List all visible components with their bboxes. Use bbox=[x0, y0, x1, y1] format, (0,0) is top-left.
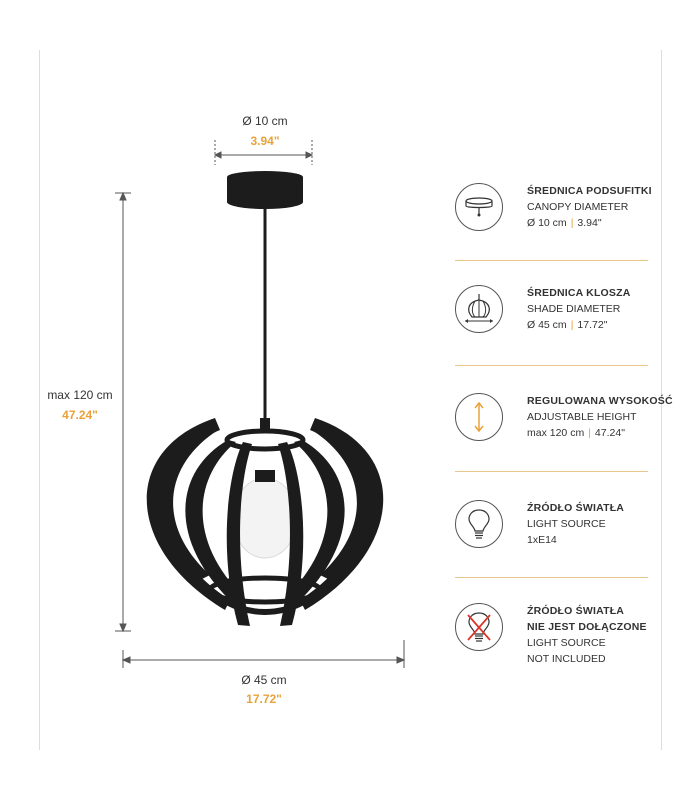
canopy bbox=[227, 171, 303, 209]
shade-dimension-line bbox=[123, 640, 404, 668]
spec-light-source-not-included bbox=[455, 603, 650, 667]
canopy-diameter-imperial: 3.94" bbox=[250, 134, 280, 148]
divider bbox=[455, 365, 648, 366]
height-arrow-icon bbox=[455, 393, 503, 441]
spec-adjustable-height bbox=[455, 393, 673, 453]
spec-title: ŚREDNICA PODSUFITKI bbox=[527, 185, 652, 197]
bulb-icon bbox=[455, 500, 503, 548]
height-metric: max 120 cm bbox=[47, 388, 113, 402]
spec-title: ŹRÓDŁO ŚWIATŁA bbox=[527, 605, 625, 617]
spec-value: Ø 45 cm | 17.72" bbox=[527, 319, 608, 331]
spec-value: Ø 10 cm | 3.94" bbox=[527, 217, 602, 229]
spec-light-source bbox=[455, 500, 650, 560]
spec-title: ŹRÓDŁO ŚWIATŁA bbox=[527, 502, 625, 514]
spec-shade-diameter bbox=[455, 285, 650, 345]
canopy-icon bbox=[455, 183, 503, 231]
spec-subtitle: CANOPY DIAMETER bbox=[527, 201, 629, 213]
lamp-shade bbox=[147, 418, 383, 626]
spec-subtitle: LIGHT SOURCE bbox=[527, 637, 606, 649]
canopy-diameter-metric: Ø 10 cm bbox=[242, 114, 288, 128]
spec-subtitle: SHADE DIAMETER bbox=[527, 303, 621, 315]
shade-diameter-imperial: 17.72" bbox=[246, 692, 282, 706]
height-imperial: 47.24" bbox=[62, 408, 98, 422]
shade-diameter-metric: Ø 45 cm bbox=[241, 673, 287, 687]
shade-icon bbox=[455, 285, 503, 333]
bulb-crossed-icon bbox=[455, 603, 503, 651]
spec-canopy-diameter bbox=[455, 183, 650, 243]
spec-subtitle: ADJUSTABLE HEIGHT bbox=[527, 411, 637, 423]
spec-subtitle: NOT INCLUDED bbox=[527, 653, 606, 665]
divider bbox=[455, 260, 648, 261]
spec-value: max 120 cm | 47.24" bbox=[527, 427, 625, 439]
spec-value: 1xE14 bbox=[527, 534, 557, 546]
divider bbox=[455, 471, 648, 472]
spec-title: ŚREDNICA KLOSZA bbox=[527, 287, 631, 299]
spec-title: NIE JEST DOŁĄCZONE bbox=[527, 621, 647, 633]
spec-title: REGULOWANA WYSOKOŚĆ bbox=[527, 395, 673, 407]
divider bbox=[455, 577, 648, 578]
spec-subtitle: LIGHT SOURCE bbox=[527, 518, 606, 530]
